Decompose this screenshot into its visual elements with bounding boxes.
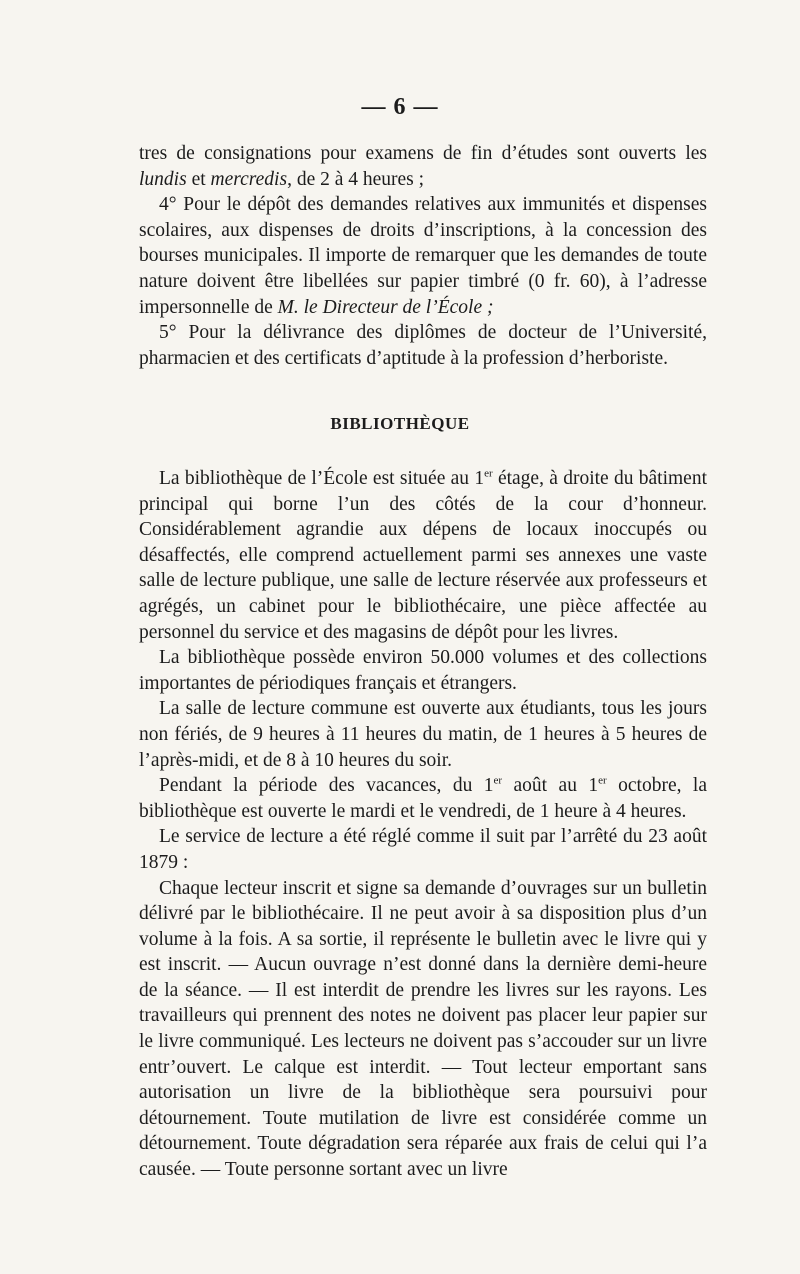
intro-hours: , de 2 à 4 heures ;: [287, 168, 425, 190]
item-4-text: 4° Pour le dépôt des demandes relatives aux immunités et dispenses scolaires, aux dispenses de droits d’inscriptions, à la concession des bourses municipales. Il importe de remarquer que les demandes de toute nature doivent être libellées sur papier timbré (0 fr. 60), à l’adresse impersonnelle de: [139, 194, 707, 318]
page-number: — 6 —: [361, 94, 439, 120]
italic-day-2: mercredis: [210, 168, 288, 190]
library-paragraph-4: [139, 773, 707, 824]
intro-text: [139, 141, 707, 371]
library-paragraph-1: [139, 466, 707, 645]
intro-line: tres de consignations pour examens de fin d’études sont ouverts les: [139, 143, 707, 164]
p4-middle: août au 1: [502, 775, 599, 797]
section-title: BIBLIOTHÈQUE: [330, 414, 470, 433]
p4-superscript-1: er: [493, 774, 503, 787]
p4-superscript-2: er: [598, 774, 607, 787]
item-5: 5° Pour la délivrance des diplômes de docteur de l’Université, pharmacien et des certificats d’aptitude à la profession d’herboriste.: [139, 322, 707, 369]
intro-connector: et: [186, 168, 211, 190]
library-paragraph-5: Le service de lecture a été réglé comme il suit par l’arrêté du 23 août 1879 :: [139, 826, 707, 873]
p1-start: La bibliothèque de l’École est située au 1: [159, 468, 485, 489]
library-paragraph-6: Chaque lecteur inscrit et signe sa demande d’ouvrages sur un bulletin délivré par le bibliothécaire. Il ne peut avoir à sa disposition plus d’un volume à la fois. A sa sortie, il représente le bulletin avec le livre qui y est inscrit. — Aucun ouvrage n’est donné dans la dernière demi-heure de la séance. — Il est interdit de prendre les livres sur les rayons. Les travailleurs qui prennent des notes ne doivent pas placer leur papier sur le livre communiqué. Les lecteurs ne doivent pas s’accouder sur un livre entr’ouvert. Le calque est interdit. — Tout lecteur emportant sans autorisation un livre de la bibliothèque sera poursuivi pour détournement. Toute mutilation de livre est considérée comme un détournement. Toute dégradation sera réparée aux frais de celui qui l’a causée. — Toute personne sortant avec un livre: [139, 877, 707, 1181]
library-paragraph-2: La bibliothèque possède environ 50.000 volumes et des collections importantes de périodiques français et étrangers.: [139, 647, 707, 694]
item-4: [139, 192, 707, 320]
p1-superscript: er: [484, 467, 493, 480]
italic-day-1: lundis: [139, 168, 187, 190]
p4-rest: octobre, la bibliothèque est ouverte le mardi et le vendredi, de 1 heure à 4 heures.: [139, 775, 707, 822]
p4-start: Pendant la période des vacances, du 1: [159, 775, 494, 797]
library-paragraph-3: La salle de lecture commune est ouverte aux étudiants, tous les jours non fériés, de 9 heures à 11 heures du matin, de 1 heures à 5 heures de l’après-midi, et de 8 à 10 heures du soir.: [139, 698, 707, 771]
intro-continuation: [139, 141, 707, 192]
library-text: [139, 466, 707, 1183]
p1-rest: étage, à droite du bâtiment principal qui borne l’un des côtés de la cour d’honneur. Considérablement agrandie aux dépens de locaux inoccupés ou désaffectés, elle comprend actuellement parmi ses annexes une vaste salle de lecture publique, une salle de lecture réservée aux professeurs et agrégés, un cabinet pour le bibliothécaire, une pièce affectée au personnel du service et des magasins de dépôt pour les livres.: [139, 468, 707, 643]
item-4-italic: M. le Directeur de l’École ;: [277, 296, 494, 318]
